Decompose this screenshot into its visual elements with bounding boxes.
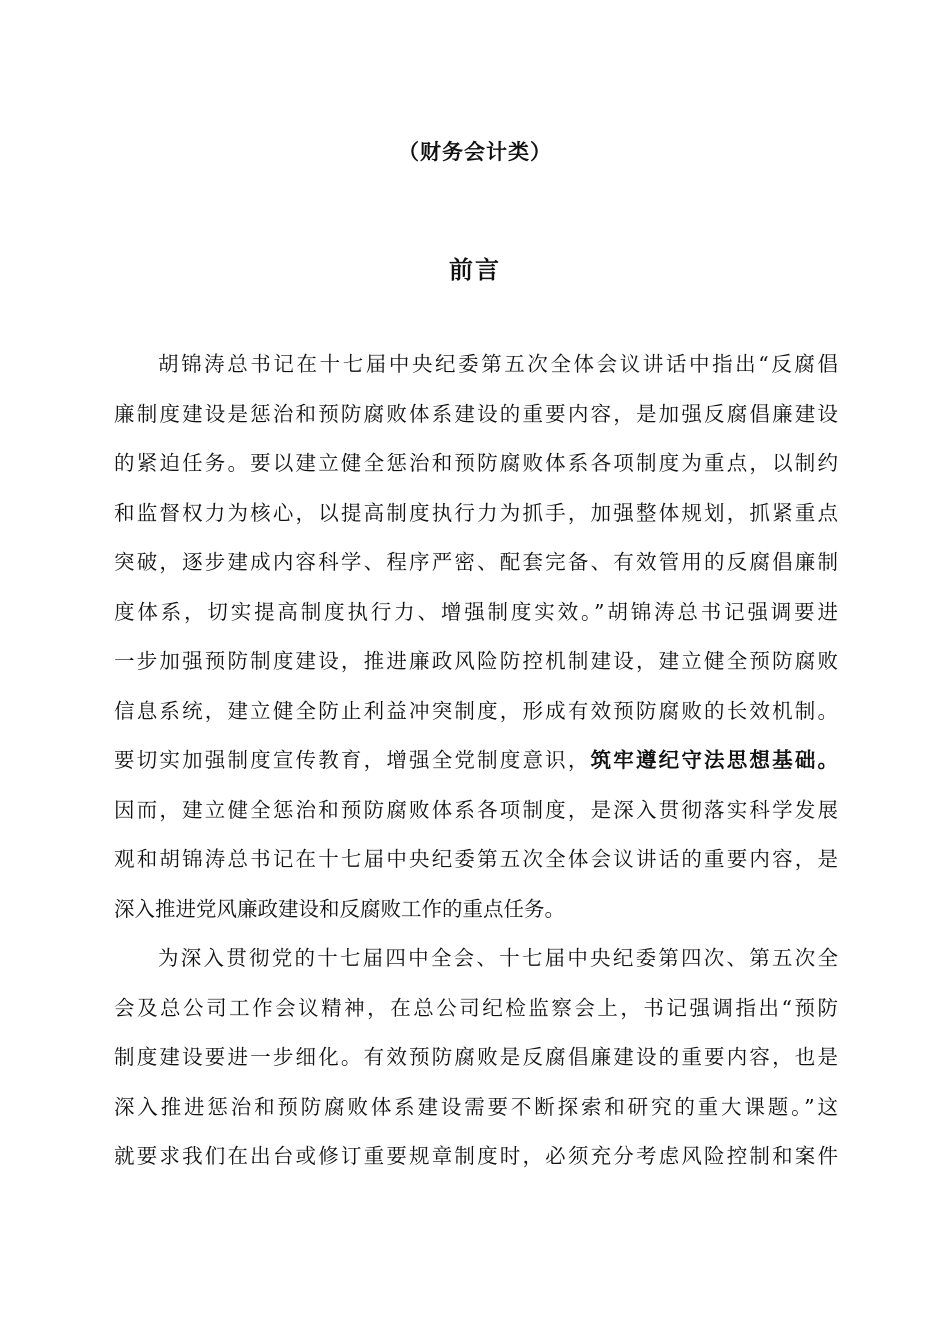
paragraph-line: 胡锦涛总书记在十七届中央纪委第五次全体会议讲话中指出“反腐倡 — [158, 352, 838, 376]
paragraph-last-line: 深入推进党风廉政建设和反腐败工作的重点任务。 — [114, 896, 565, 921]
paragraph-1 — [114, 340, 838, 934]
paragraph-line: 信息系统，建立健全防止利益冲突制度，形成有效预防腐败的长效机制。 — [114, 698, 838, 723]
paragraph-line: 观和胡锦涛总书记在十七届中央纪委第五次全体会议讲话的重要内容，是 — [114, 847, 838, 871]
document-subtitle: （财务会计类） — [398, 139, 552, 164]
document-heading: 前言 — [449, 255, 501, 284]
paragraph-2 — [114, 934, 838, 1182]
paragraph-line: 会及总公司工作会议精神，在总公司纪检监察会上，书记强调指出“预防 — [114, 995, 838, 1020]
paragraph-line: 度体系，切实提高制度执行力、增强制度实效。”胡锦涛总书记强调要进 — [114, 599, 838, 624]
paragraph-line: 的紧迫任务。要以建立健全惩治和预防腐败体系各项制度为重点，以制约 — [114, 451, 838, 475]
paragraph-line: 一步加强预防制度建设，推进廉政风险防控机制建设，建立健全预防腐败 — [114, 649, 838, 673]
paragraph-line: 为深入贯彻党的十七届四中全会、十七届中央纪委第四次、第五次全 — [158, 946, 838, 970]
paragraph-line: 和监督权力为核心，以提高制度执行力为抓手，加强整体规划，抓紧重点 — [114, 500, 838, 525]
paragraph-line: 制度建设要进一步细化。有效预防腐败是反腐倡廉建设的重要内容，也是 — [114, 1045, 838, 1069]
paragraph-line: 廉制度建设是惩治和预防腐败体系建设的重要内容，是加强反腐倡廉建设 — [114, 401, 838, 426]
paragraph-text: 要切实加强制度宣传教育，增强全党制度意识， — [114, 748, 591, 772]
paragraph-line: 因而，建立健全惩治和预防腐败体系各项制度，是深入贯彻落实科学发展 — [114, 797, 838, 822]
document-body — [114, 340, 838, 1182]
emphasis-text: 筑牢遵纪守法思想基础。 — [590, 748, 839, 772]
paragraph-line: 深入推进惩治和预防腐败体系建设需要不断探索和研究的重大课题。”这 — [114, 1094, 838, 1119]
paragraph-line: 就要求我们在出台或修订重要规章制度时，必须充分考虑风险控制和案件 — [114, 1144, 838, 1168]
paragraph-line: 突破，逐步建成内容科学、程序严密、配套完备、有效管用的反腐倡廉制 — [114, 550, 838, 574]
paragraph-line-mixed — [114, 736, 838, 786]
